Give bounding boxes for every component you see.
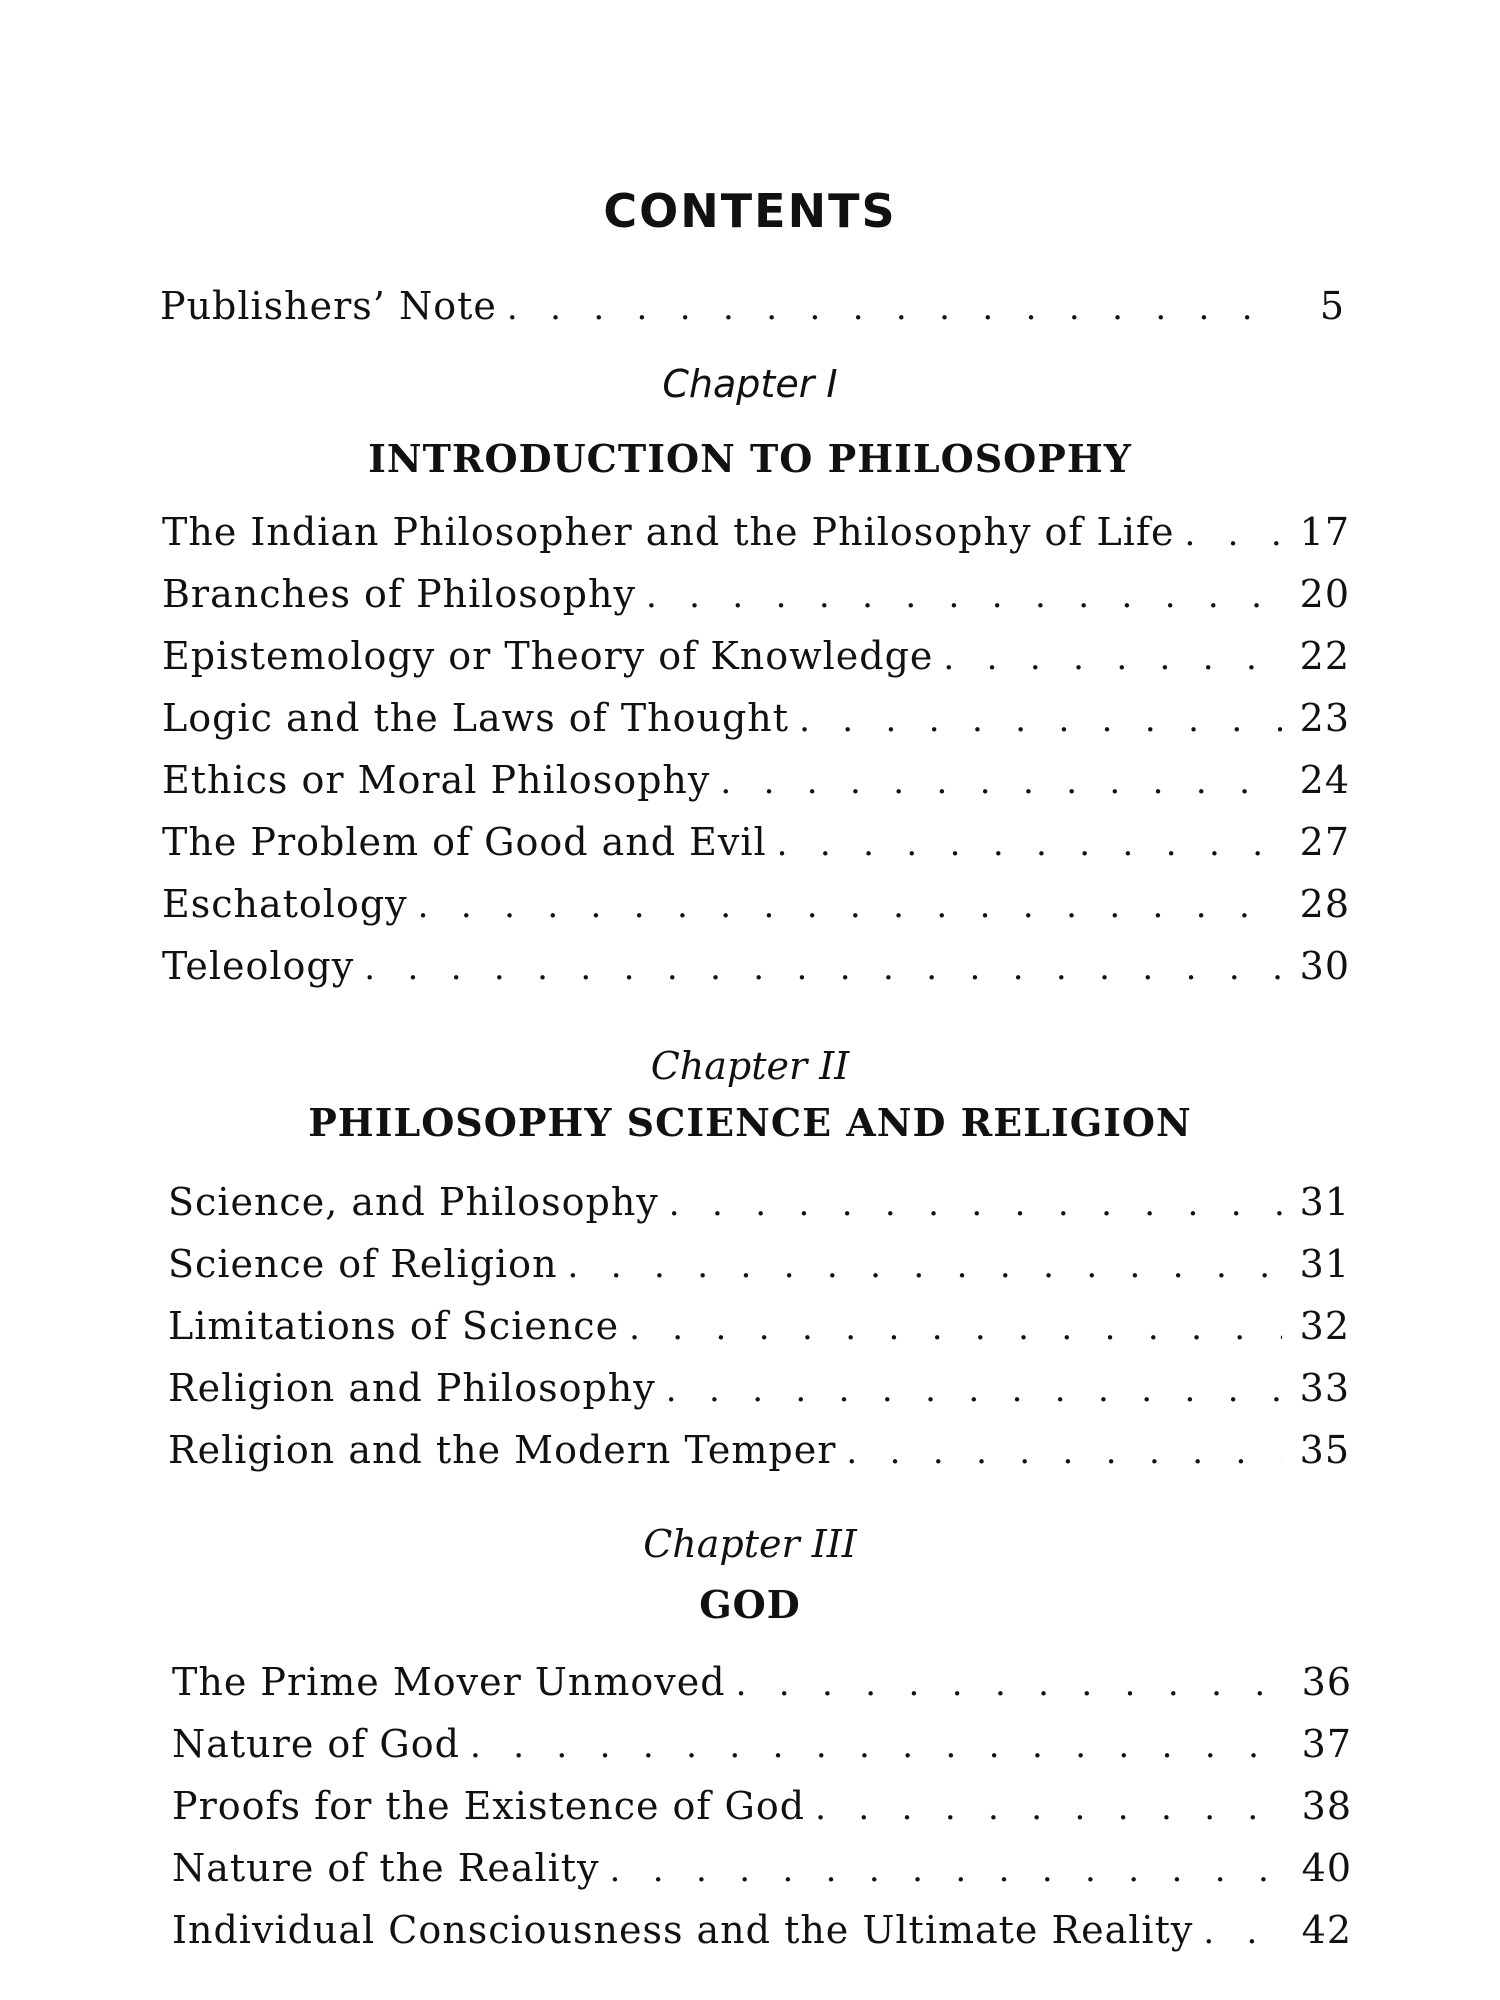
dot-leader [507,282,1283,334]
toc-entry-page: 27 [1299,820,1350,864]
dot-leader [720,756,1281,808]
toc-entry[interactable] [162,754,1350,806]
dot-leader [610,1844,1284,1896]
dot-leader [799,694,1282,746]
toc-entry-label: Branches of Philosophy [162,572,636,616]
dot-leader [470,1720,1284,1772]
toc-entry[interactable] [162,506,1350,558]
toc-entry-label: Religion and the Modern Temper [168,1428,837,1472]
toc-entry[interactable] [172,1780,1352,1832]
toc-entry-label: Individual Consciousness and the Ultimate Reality [172,1908,1194,1952]
toc-entry[interactable] [162,940,1350,992]
toc-entry-page: 30 [1299,944,1350,988]
toc-entry-page: 28 [1299,882,1350,926]
toc-entry[interactable] [172,1656,1352,1708]
dot-leader [646,570,1282,622]
toc-entry-publishers-note[interactable] [160,280,1345,332]
toc-entry-page: 31 [1299,1180,1350,1224]
toc-entry-page: 24 [1299,758,1350,802]
chapter-2-title: PHILOSOPHY SCIENCE AND RELIGION [308,1100,1192,1145]
toc-entry-label: Limitations of Science [168,1304,620,1348]
dot-leader [846,1426,1281,1478]
toc-entry[interactable] [168,1176,1350,1228]
toc-entry-page: 22 [1299,634,1350,678]
toc-entry-label: Proofs for the Existence of God [172,1784,806,1828]
toc-entry[interactable] [162,878,1350,930]
dot-leader [736,1658,1284,1710]
toc-entry-label: Religion and Philosophy [168,1366,656,1410]
dot-leader [815,1782,1284,1834]
chapter-3-title: GOD [699,1582,801,1627]
dot-leader [629,1302,1282,1354]
dot-leader [568,1240,1282,1292]
chapter-2-label: Chapter II [650,1044,850,1088]
dot-leader [364,942,1281,994]
toc-entry[interactable] [162,568,1350,620]
toc-entry-page: 33 [1299,1366,1350,1410]
toc-entry[interactable] [172,1904,1352,1956]
toc-entry-page: 20 [1299,572,1350,616]
toc-entry[interactable] [162,630,1350,682]
toc-entry-page: 37 [1301,1722,1352,1766]
toc-entry[interactable] [172,1842,1352,1894]
toc-entry-page: 40 [1301,1846,1352,1890]
toc-entry[interactable] [162,816,1350,868]
toc-entry-page: 31 [1299,1242,1350,1286]
toc-entry[interactable] [168,1362,1350,1414]
dot-leader [943,632,1281,684]
toc-entry-page: 23 [1299,696,1350,740]
toc-entry-label: Publishers’ Note [160,284,497,328]
toc-entry-page: 5 [1319,284,1345,328]
dot-leader [1203,1906,1283,1958]
dot-leader [666,1364,1282,1416]
toc-entry-label: The Prime Mover Unmoved [172,1660,726,1704]
toc-entry-label: Teleology [162,944,355,988]
toc-entry[interactable] [168,1300,1350,1352]
toc-entry-label: Eschatology [162,882,408,926]
chapter-3-label: Chapter III [643,1522,857,1566]
toc-entry[interactable] [168,1424,1350,1476]
toc-entry-label: Epistemology or Theory of Knowledge [162,634,934,678]
toc-entry-label: Nature of the Reality [172,1846,600,1890]
dot-leader [1184,508,1281,560]
dot-leader [669,1178,1282,1230]
chapter-1-label: Chapter I [662,362,838,406]
toc-entry-label: Science of Religion [168,1242,558,1286]
toc-entry-label: Science, and Philosophy [168,1180,659,1224]
dot-leader [418,880,1282,932]
toc-entry-page: 17 [1299,510,1350,554]
chapter-1-title: INTRODUCTION TO PHILOSOPHY [368,436,1132,481]
toc-entry[interactable] [168,1238,1350,1290]
toc-entry-page: 35 [1299,1428,1350,1472]
toc-entry-label: The Indian Philosopher and the Philosophy of Life [162,510,1175,554]
toc-entry-label: The Problem of Good and Evil [162,820,767,864]
toc-entry-label: Ethics or Moral Philosophy [162,758,711,802]
toc-entry[interactable] [162,692,1350,744]
contents-heading: CONTENTS [603,184,897,238]
toc-entry-page: 36 [1301,1660,1352,1704]
toc-entry-page: 32 [1299,1304,1350,1348]
toc-entry-label: Logic and the Laws of Thought [162,696,790,740]
toc-entry-page: 42 [1301,1908,1352,1952]
toc-entry-label: Nature of God [172,1722,460,1766]
toc-entry[interactable] [172,1718,1352,1770]
toc-entry-page: 38 [1301,1784,1352,1828]
dot-leader [777,818,1282,870]
